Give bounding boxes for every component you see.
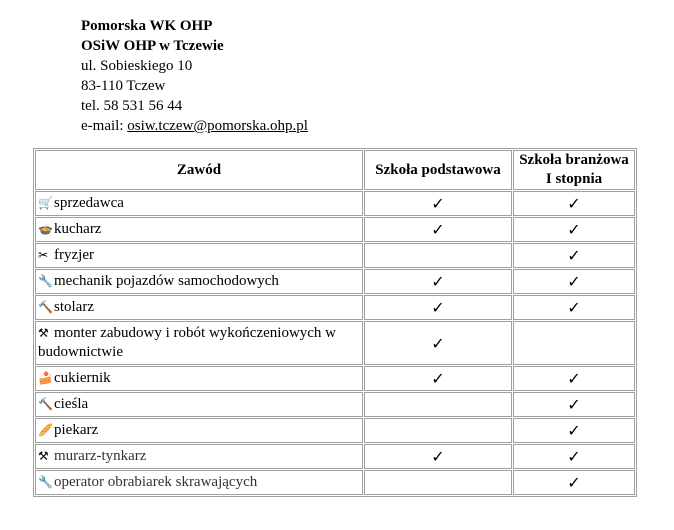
- profession-cell: [35, 321, 363, 365]
- email-link[interactable]: osiw.tczew@pomorska.ohp.pl: [127, 118, 308, 134]
- shopping-cart-icon: 🛒: [38, 196, 53, 210]
- profession-name: sprzedawca: [54, 195, 124, 211]
- vocational-school-check: ✓: [513, 217, 635, 242]
- contact-block: [81, 16, 308, 136]
- unit-name: OSiW OHP w Tczewie: [81, 38, 224, 54]
- table-row: [35, 243, 635, 268]
- phone-number: tel. 58 531 56 44: [81, 98, 183, 114]
- profession-name: kucharz: [54, 221, 102, 237]
- profession-cell: [35, 295, 363, 320]
- hammer-icon: 🔨: [38, 300, 53, 314]
- cooking-pot-icon: 🍲: [38, 222, 53, 236]
- hammer-icon: 🔨: [38, 397, 53, 411]
- profession-name: mechanik pojazdów samochodowych: [54, 273, 279, 289]
- street-address: ul. Sobieskiego 10: [81, 58, 193, 74]
- vocational-school-check: ✓: [513, 470, 635, 495]
- vocational-school-check: ✓: [513, 444, 635, 469]
- primary-school-check: ✓: [364, 321, 512, 365]
- header-vocational-school: Szkoła branżowa I stopnia: [513, 150, 635, 190]
- primary-school-check: [364, 470, 512, 495]
- vocational-school-check: ✓: [513, 191, 635, 216]
- city-address: 83-110 Tczew: [81, 78, 166, 94]
- cake-icon: 🍰: [38, 371, 53, 385]
- primary-school-check: ✓: [364, 217, 512, 242]
- table-row: [35, 269, 635, 294]
- vocational-school-check: ✓: [513, 269, 635, 294]
- table-row: [35, 191, 635, 216]
- profession-cell: [35, 444, 363, 469]
- vocational-school-check: ✓: [513, 418, 635, 443]
- table-row: [35, 470, 635, 495]
- wrench-icon: 🔧: [38, 475, 53, 489]
- primary-school-check: [364, 392, 512, 417]
- professions-table: [33, 148, 637, 497]
- email-label: e-mail:: [81, 118, 128, 134]
- hammer-pick-icon: ⚒: [38, 326, 49, 340]
- profession-name: monter zabudowy i robót wykończeniowych w budownictwie: [38, 325, 337, 360]
- profession-cell: [35, 191, 363, 216]
- table-row: [35, 321, 635, 365]
- vocational-school-check: ✓: [513, 295, 635, 320]
- scissors-icon: ✂: [38, 248, 49, 262]
- email-line: [81, 116, 308, 136]
- table-row: [35, 366, 635, 391]
- primary-school-check: ✓: [364, 295, 512, 320]
- profession-name: cieśla: [54, 396, 89, 412]
- profession-cell: [35, 366, 363, 391]
- wrench-icon: 🔧: [38, 274, 53, 288]
- profession-cell: [35, 418, 363, 443]
- profession-name: murarz-tynkarz: [54, 448, 147, 464]
- baguette-icon: 🥖: [38, 423, 53, 437]
- profession-name: stolarz: [54, 299, 94, 315]
- profession-cell: [35, 392, 363, 417]
- primary-school-check: ✓: [364, 366, 512, 391]
- table-row: [35, 444, 635, 469]
- profession-name: fryzjer: [54, 247, 94, 263]
- primary-school-check: ✓: [364, 191, 512, 216]
- table-row: [35, 217, 635, 242]
- vocational-school-check: [513, 321, 635, 365]
- profession-cell: [35, 243, 363, 268]
- primary-school-check: [364, 243, 512, 268]
- header-primary-school: Szkoła podstawowa: [364, 150, 512, 190]
- table-row: [35, 295, 635, 320]
- hammer-pick-icon: ⚒: [38, 449, 49, 463]
- table-row: [35, 392, 635, 417]
- profession-cell: [35, 217, 363, 242]
- profession-name: operator obrabiarek skrawających: [54, 474, 258, 490]
- vocational-school-check: ✓: [513, 243, 635, 268]
- profession-cell: [35, 269, 363, 294]
- table-header-row: [35, 150, 635, 190]
- vocational-school-check: ✓: [513, 366, 635, 391]
- profession-cell: [35, 470, 363, 495]
- organization-name: Pomorska WK OHP: [81, 18, 213, 34]
- primary-school-check: ✓: [364, 269, 512, 294]
- primary-school-check: ✓: [364, 444, 512, 469]
- profession-name: piekarz: [54, 422, 99, 438]
- header-profession: Zawód: [35, 150, 363, 190]
- profession-name: cukiernik: [54, 370, 111, 386]
- table-row: [35, 418, 635, 443]
- vocational-school-check: ✓: [513, 392, 635, 417]
- primary-school-check: [364, 418, 512, 443]
